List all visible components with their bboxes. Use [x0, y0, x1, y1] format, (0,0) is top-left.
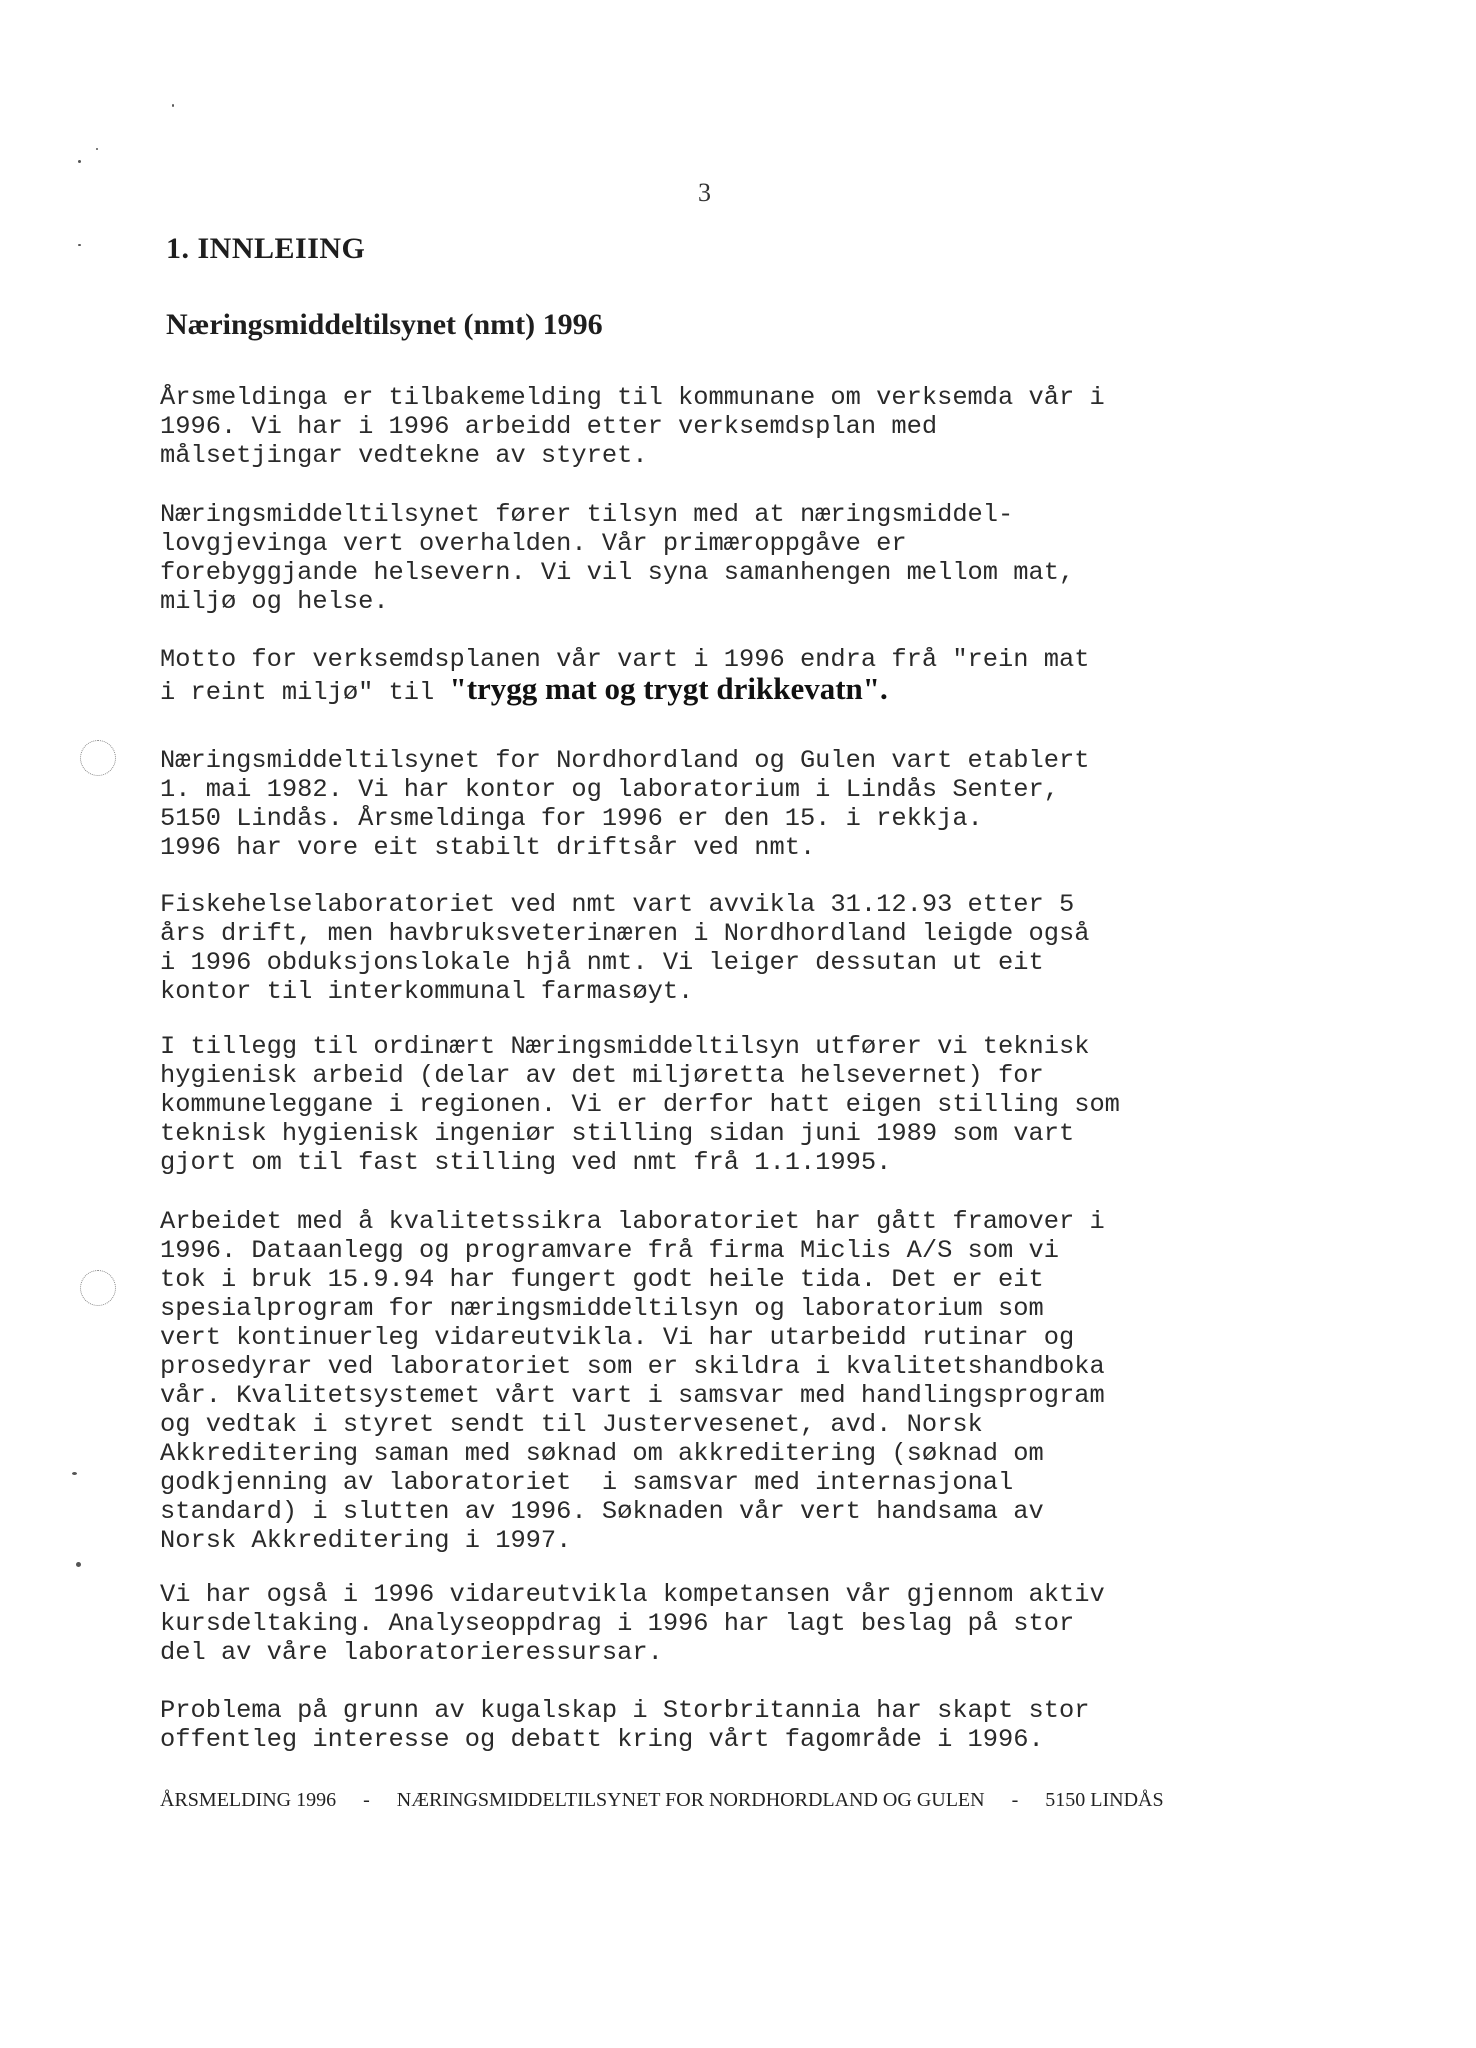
footer-organization: NÆRINGSMIDDELTILSYNET FOR NORDHORDLAND OG GULEN — [396, 1789, 985, 1811]
paragraph-quality-assurance: Arbeidet med å kvalitetssikra laboratoriet har gått framover i 1996. Dataanlegg og programvare frå firma Miclis A/S som vi tok i bruk 15.9.94 har fungert godt heile tida. Det er eit spesialprogram for næringsmiddeltilsyn og laboratorium som vert kontinuerleg vidareutvikla. Vi har utarbeidd rutinar og prosedyrar ved laboratoriet som er skildra i kvalitetshandboka vår. Kvalitetsystemet vårt vart i samsvar med handlingsprogram og vedtak i styret sendt til Justervesenet, avd. Norsk Akkreditering saman med søknad om akkreditering (søknad om godkjenning av laboratoriet i samsvar med internasjonal standard) i slutten av 1996. Søknaden vår vert handsama av Norsk Akkreditering i 1997. — [160, 1207, 1105, 1555]
paragraph-mad-cow: Problema på grunn av kugalskap i Storbritannia har skapt stor offentleg interesse og debatt kring vårt fagområde i 1996. — [160, 1696, 1090, 1754]
scan-speck — [78, 160, 81, 163]
punch-hole — [80, 1270, 116, 1306]
scan-speck — [76, 1562, 81, 1567]
paragraph-motto — [160, 645, 1250, 707]
footer-address: 5150 LINDÅS — [1045, 1789, 1164, 1811]
section-heading: 1. INNLEIING — [166, 232, 366, 265]
page-number: 3 — [698, 178, 711, 207]
paragraph-supervision: Næringsmiddeltilsynet fører tilsyn med at næringsmiddel- lovgjevinga vert overhalden. Vår primæroppgåve er forebyggjande helsevern. Vi vil syna samanhengen mellom mat, miljø og helse. — [160, 500, 1075, 616]
motto-line-1: Motto for verksemdsplanen vår vart i 1996 endra frå "rein mat — [160, 645, 1090, 674]
paragraph-intro: Årsmeldinga er tilbakemelding til kommunane om verksemda vår i 1996. Vi har i 1996 arbeidd etter verksemdsplan med målsetjingar vedtekne av styret. — [160, 383, 1105, 470]
section-subheading: Næringsmiddeltilsynet (nmt) 1996 — [166, 308, 603, 341]
paragraph-fish-lab: Fiskehelselaboratoriet ved nmt vart avvikla 31.12.93 etter 5 års drift, men havbruksveterinæren i Nordhordland leigde også i 1996 obduksjonslokale hjå nmt. Vi leiger dessutan ut eit kontor til interkommunal farmasøyt. — [160, 890, 1090, 1006]
footer-separator: - — [363, 1789, 370, 1811]
scan-speck — [78, 244, 81, 246]
paragraph-technical-hygiene: I tillegg til ordinært Næringsmiddeltilsyn utfører vi teknisk hygienisk arbeid (delar av det miljøretta helsevernet) for kommuneleggane i regionen. Vi er derfor hatt eigen stilling som teknisk hygienisk ingeniør stilling sidan juni 1989 som vart gjort om til fast stilling ved nmt frå 1.1.1995. — [160, 1032, 1120, 1177]
scan-speck — [72, 1472, 77, 1475]
motto-text: "trygg mat og trygt drikkevatn". — [449, 671, 888, 706]
footer-report-title: ÅRSMELDING 1996 — [160, 1789, 337, 1811]
scan-speck — [172, 104, 174, 107]
punch-hole — [80, 740, 116, 776]
scan-speck — [96, 148, 98, 150]
paragraph-history: Næringsmiddeltilsynet for Nordhordland og Gulen vart etablert 1. mai 1982. Vi har kontor og laboratorium i Lindås Senter, 5150 Lindås. Årsmeldinga for 1996 er den 15. i rekkja. 1996 har vore eit stabilt driftsår ved nmt. — [160, 746, 1090, 862]
page-footer — [160, 1789, 1250, 1812]
footer-separator: - — [1011, 1789, 1019, 1811]
motto-line-2: i reint miljø" til — [160, 678, 450, 707]
paragraph-competence: Vi har også i 1996 vidareutvikla kompetansen vår gjennom aktiv kursdeltaking. Analyseoppdrag i 1996 har lagt beslag på stor del av våre laboratorieressursar. — [160, 1580, 1105, 1667]
